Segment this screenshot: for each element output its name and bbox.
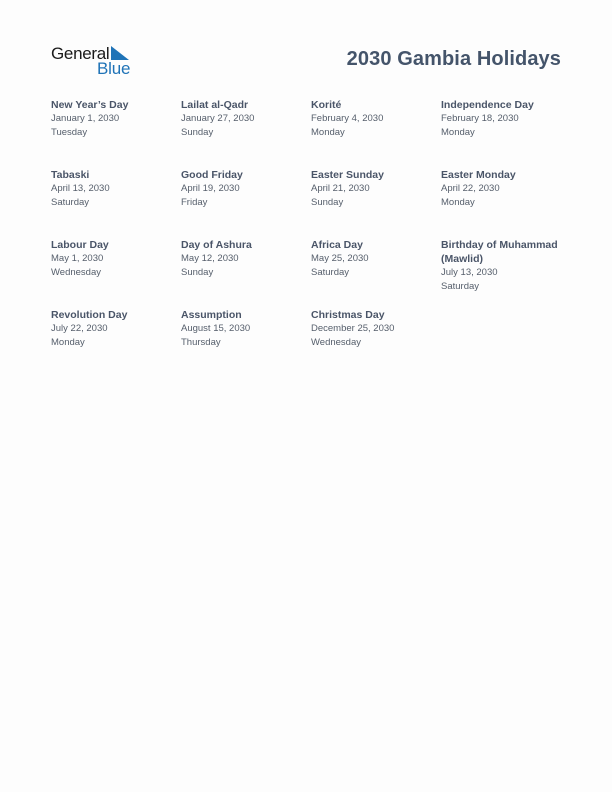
holiday-item	[51, 168, 181, 238]
holiday-date: August 15, 2030	[181, 323, 251, 334]
holiday-item	[181, 98, 311, 168]
holiday-name: Birthday of Muhammad (Mawlid)	[441, 239, 558, 265]
holiday-name: Labour Day	[51, 239, 109, 251]
holiday-item	[181, 168, 311, 238]
holiday-item	[441, 238, 571, 308]
holiday-item	[181, 308, 311, 378]
holiday-date: January 27, 2030	[181, 113, 255, 124]
holiday-item	[441, 98, 571, 168]
holiday-weekday: Monday	[51, 336, 85, 348]
holiday-weekday: Thursday	[181, 336, 221, 348]
holiday-name: Day of Ashura	[181, 239, 252, 251]
holiday-item	[311, 308, 441, 378]
holiday-name: Revolution Day	[51, 309, 128, 321]
holiday-weekday: Monday	[311, 126, 345, 138]
holiday-date: February 4, 2030	[311, 113, 384, 124]
holiday-name: Independence Day	[441, 99, 534, 111]
holiday-weekday: Wednesday	[311, 336, 361, 348]
holiday-date: February 18, 2030	[441, 113, 519, 124]
holiday-date: July 13, 2030	[441, 267, 498, 278]
holiday-date: April 13, 2030	[51, 183, 110, 194]
holiday-date: May 12, 2030	[181, 253, 239, 264]
holiday-item	[311, 238, 441, 308]
holiday-name: Easter Sunday	[311, 169, 384, 181]
holiday-weekday: Sunday	[181, 126, 214, 138]
logo-general-text: General	[51, 44, 110, 63]
holiday-item	[51, 98, 181, 168]
holiday-name: Christmas Day	[311, 309, 385, 321]
holiday-grid	[51, 98, 571, 378]
holiday-date: May 25, 2030	[311, 253, 369, 264]
logo	[51, 44, 141, 78]
holiday-weekday: Sunday	[311, 196, 344, 208]
logo-blue-text: Blue	[97, 59, 131, 78]
holiday-date: April 21, 2030	[311, 183, 370, 194]
holiday-date: April 19, 2030	[181, 183, 240, 194]
holiday-date: December 25, 2030	[311, 323, 395, 334]
holiday-name: Good Friday	[181, 169, 243, 181]
holiday-weekday: Monday	[441, 126, 475, 138]
holiday-name: Lailat al-Qadr	[181, 99, 249, 111]
holiday-weekday: Saturday	[441, 280, 480, 292]
holiday-date: July 22, 2030	[51, 323, 108, 334]
holiday-weekday: Sunday	[181, 266, 214, 278]
holiday-item	[51, 238, 181, 308]
holiday-weekday: Monday	[441, 196, 475, 208]
holiday-date: April 22, 2030	[441, 183, 500, 194]
holiday-weekday: Friday	[181, 196, 208, 208]
holiday-weekday: Saturday	[51, 196, 90, 208]
logo-triangle-icon	[111, 46, 129, 60]
holiday-name: Easter Monday	[441, 169, 516, 181]
holiday-item	[51, 308, 181, 378]
holiday-date: January 1, 2030	[51, 113, 120, 124]
holiday-name: Tabaski	[51, 169, 90, 181]
holiday-name: Korité	[311, 99, 342, 111]
holiday-item	[181, 238, 311, 308]
holiday-weekday: Saturday	[311, 266, 350, 278]
holiday-weekday: Wednesday	[51, 266, 101, 278]
holiday-item	[311, 98, 441, 168]
holiday-item	[441, 168, 571, 238]
holiday-weekday: Tuesday	[51, 126, 88, 138]
holiday-name: Africa Day	[311, 239, 363, 251]
holiday-item	[311, 168, 441, 238]
holiday-name: Assumption	[181, 309, 242, 321]
page-title: 2030 Gambia Holidays	[346, 48, 561, 70]
holiday-date: May 1, 2030	[51, 253, 104, 264]
holiday-name: New Year’s Day	[51, 99, 129, 111]
